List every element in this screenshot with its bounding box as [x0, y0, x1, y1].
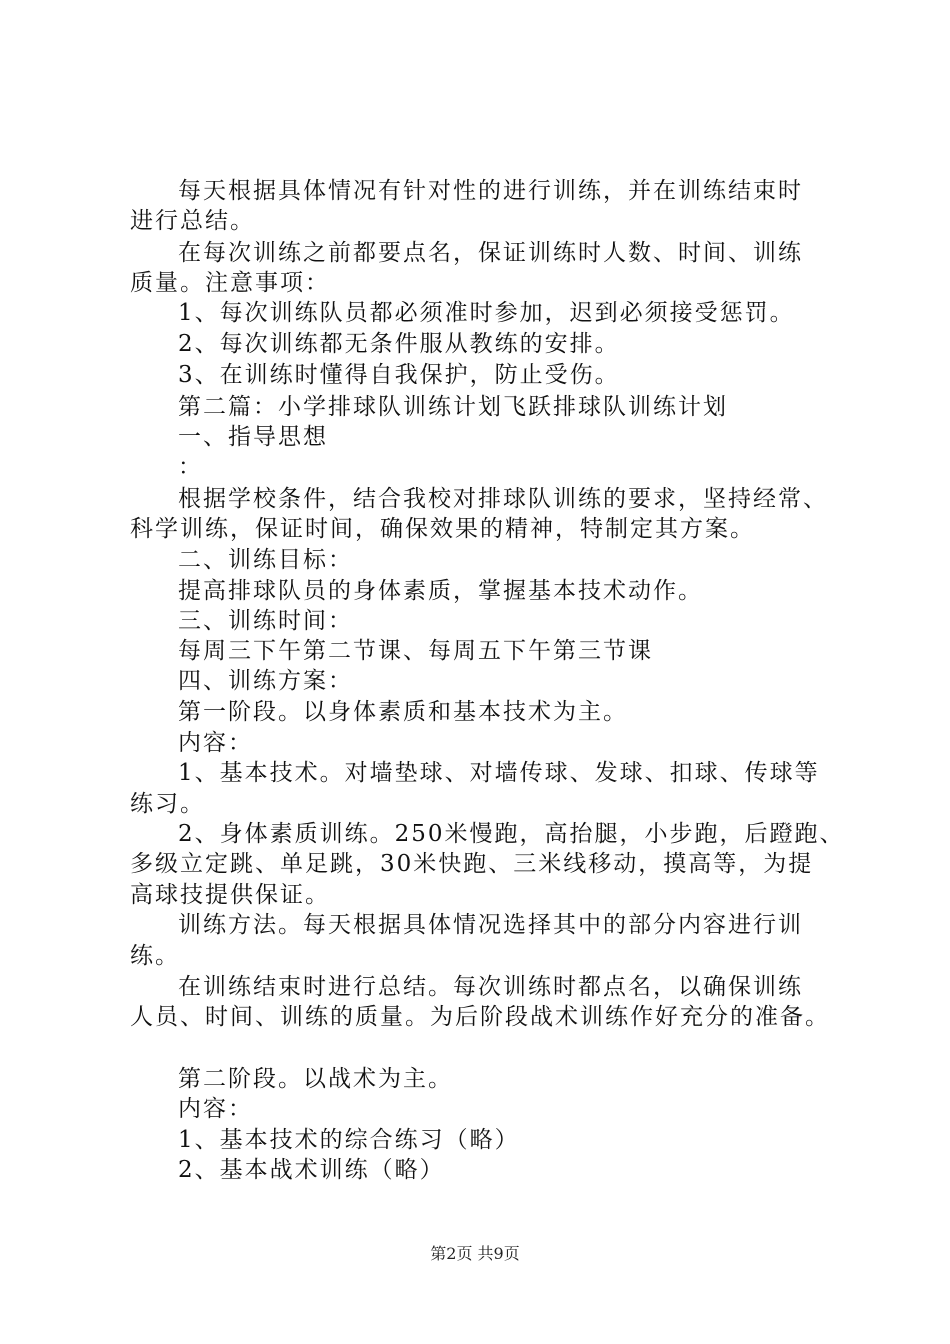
text-line: 进行总结。: [130, 208, 255, 234]
section-heading: 一、指导思想: [178, 424, 328, 450]
text-line: 多级立定跳、单足跳，30米快跑、三米线移动，摸高等，为提: [130, 851, 814, 877]
text-line: 练。: [130, 943, 180, 969]
text-line: 在训练结束时进行总结。每次训练时都点名，以确保训练: [178, 974, 803, 1000]
text-line: 高球技提供保证。: [130, 882, 330, 908]
text-line: 内容：: [178, 1096, 253, 1122]
section-heading: 二、训练目标：: [178, 547, 353, 573]
page-number-footer: 第2页 共9页: [430, 1244, 520, 1263]
text-line: 2、基本战术训练（略）: [178, 1157, 445, 1183]
text-line: 练习。: [130, 791, 205, 817]
text-line: 在每次训练之前都要点名，保证训练时人数、时间、训练: [178, 240, 803, 266]
text-line: ：: [178, 454, 203, 480]
text-line: 1、基本技术。对墙垫球、对墙传球、发球、扣球、传球等: [178, 760, 820, 786]
text-line: 质量。注意事项：: [130, 270, 330, 296]
text-line: 2、身体素质训练。250米慢跑，高抬腿，小步跑，后蹬跑、: [178, 821, 845, 847]
text-line: 第一阶段。以身体素质和基本技术为主。: [178, 699, 628, 725]
text-line: 每周三下午第二节课、每周五下午第三节课: [178, 638, 653, 664]
text-line: 3、在训练时懂得自我保护，防止受伤。: [178, 362, 620, 388]
text-line: 每天根据具体情况有针对性的进行训练，并在训练结束时: [178, 178, 803, 204]
text-line: 训练方法。每天根据具体情况选择其中的部分内容进行训: [178, 912, 803, 938]
text-line: 提高排球队员的身体素质，掌握基本技术动作。: [178, 578, 703, 604]
text-line: 根据学校条件，结合我校对排球队训练的要求，坚持经常、: [178, 486, 828, 512]
section-heading: 第二篇：小学排球队训练计划飞跃排球队训练计划: [178, 394, 728, 420]
text-line: 内容：: [178, 730, 253, 756]
text-line: 2、每次训练都无条件服从教练的安排。: [178, 331, 620, 357]
text-line: 1、基本技术的综合练习（略）: [178, 1127, 520, 1153]
text-line: 人员、时间、训练的质量。为后阶段战术训练作好充分的准备。: [130, 1004, 830, 1030]
section-heading: 四、训练方案：: [178, 668, 353, 694]
section-heading: 三、训练时间：: [178, 608, 353, 634]
text-line: 第二阶段。以战术为主。: [178, 1066, 453, 1092]
text-line: 科学训练，保证时间，确保效果的精神，特制定其方案。: [130, 516, 755, 542]
text-line: 1、每次训练队员都必须准时参加，迟到必须接受惩罚。: [178, 300, 795, 326]
